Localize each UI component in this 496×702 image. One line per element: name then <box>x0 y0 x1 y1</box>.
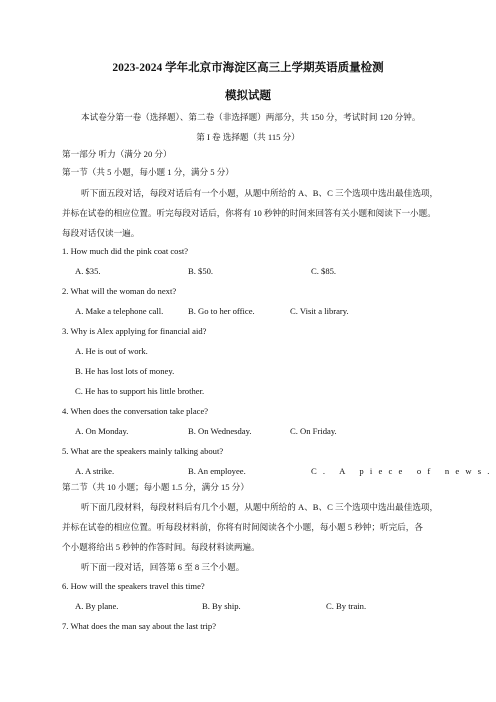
option-b: B. He has lost lots of money. <box>75 366 175 376</box>
option-a: A. $35. <box>75 266 101 276</box>
section-heading: 第一节（共 5 小题，每小题 1 分，满分 5 分） <box>62 167 234 177</box>
exam-intro: 本试卷分第一卷（选择题）、第二卷（非选择题）两部分，共 150 分，考试时间 120 分钟。 <box>81 112 421 122</box>
instructions-line: 听下面几段材料，每段材料后有几个小题，从题中所给的 A、B、C 三个选项中选出最佳选项， <box>81 502 439 512</box>
option-a: A. Make a telephone call. <box>75 306 164 316</box>
option-a: A. On Monday. <box>75 426 129 436</box>
question-stem: 7. What does the man say about the last trip? <box>62 621 217 631</box>
instructions-line: 并标在试卷的相应位置。听完每段对话后，你将有 10 秒钟的时间来回答有关小题和阅读下一小题。 <box>62 208 436 218</box>
option-b: B. On Wednesday. <box>188 426 252 436</box>
page-subtitle: 模拟试题 <box>225 90 271 102</box>
option-c: C. By train. <box>326 601 367 611</box>
option-a: A. A strike. <box>75 466 115 476</box>
part-heading: 第一部分 听力（满分 20 分） <box>62 149 172 159</box>
option-a: A. By plane. <box>75 601 119 611</box>
question-stem: 1. How much did the pink coat cost? <box>62 246 189 256</box>
section-heading: 第二节（共 10 小题；每小题 1.5 分，满分 15 分） <box>62 482 249 492</box>
volume-heading: 第 I 卷 选择题（共 115 分） <box>196 132 300 142</box>
option-a: A. He is out of work. <box>75 346 148 356</box>
question-stem: 5. What are the speakers mainly talking about? <box>62 446 224 456</box>
option-c: C. A piece of news. <box>311 466 496 476</box>
option-c: C. On Friday. <box>290 426 337 436</box>
option-b: B. Go to her office. <box>188 306 255 316</box>
question-stem: 2. What will the woman do next? <box>62 286 177 296</box>
option-b: B. An employee. <box>188 466 246 476</box>
question-stem: 4. When does the conversation take place? <box>62 406 209 416</box>
question-stem: 6. How will the speakers travel this time? <box>62 581 205 591</box>
page-title: 2023-2024 学年北京市海淀区高三上学期英语质量检测 <box>112 62 384 74</box>
option-c: C. Visit a library. <box>290 306 349 316</box>
instructions-line: 每段对话仅读一遍。 <box>62 228 140 238</box>
option-c: C. He has to support his little brother. <box>75 386 205 396</box>
question-stem: 3. Why is Alex applying for financial aid? <box>62 326 207 336</box>
instructions-line: 个小题将给出 5 秒钟的作答时间。每段材料读两遍。 <box>62 542 260 552</box>
instructions-line: 并标在试卷的相应位置。听每段材料前，你将有时间阅读各个小题，每小题 5 秒钟；听完后，各 <box>62 522 423 532</box>
option-c: C. $85. <box>311 266 337 276</box>
instructions-line: 听下面五段对话，每段对话后有一个小题，从题中所给的 A、B、C 三个选项中选出最佳选项， <box>81 188 439 198</box>
option-b: B. $50. <box>188 266 214 276</box>
listening-prompt: 听下面一段对话，回答第 6 至 8 三个小题。 <box>81 562 245 572</box>
option-b: B. By ship. <box>202 601 241 611</box>
